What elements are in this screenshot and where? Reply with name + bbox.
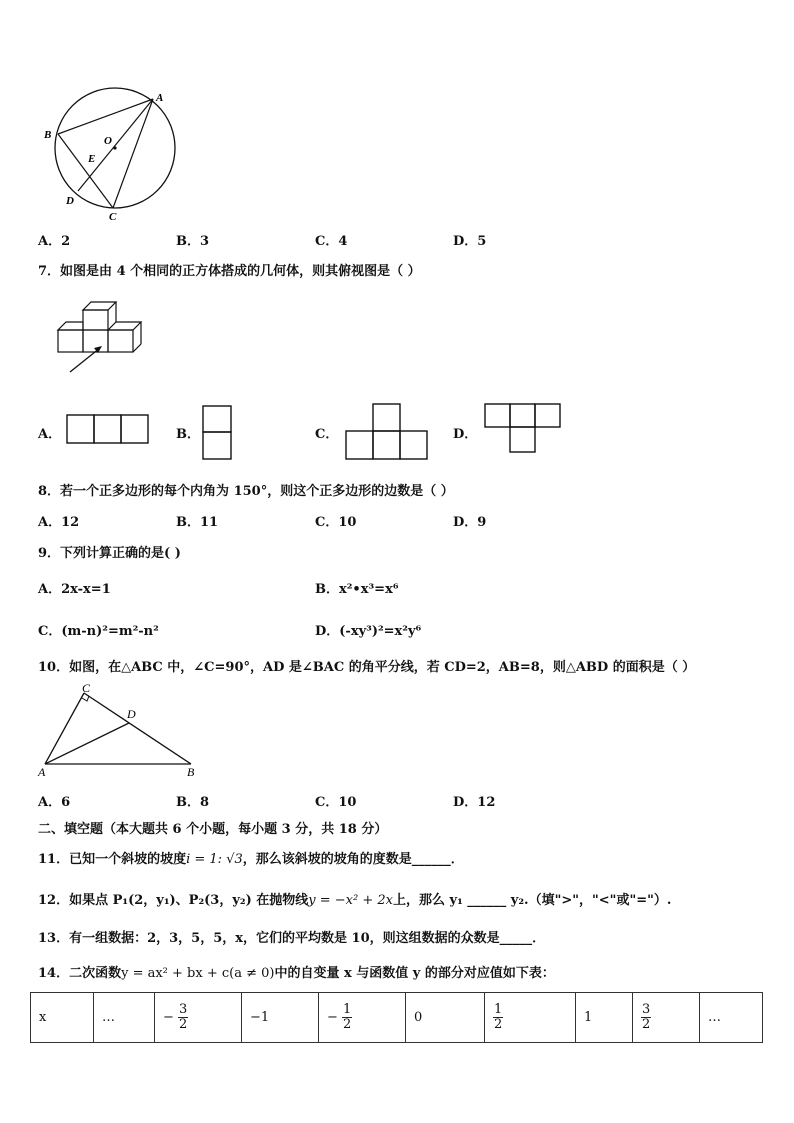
q7-option-a-figure [66,414,150,446]
q7-option-b-figure [202,405,234,461]
q6-option-d[interactable]: D．5 [453,234,487,249]
fraction [493,1003,503,1032]
q8-question-text: 8．若一个正多边形的每个内角为 150°，则这个正多边形的边数是（ ） [38,484,454,499]
q14-suffix: 中的自变量 x 与函数值 y 的部分对应值如下表： [274,966,555,981]
sign: − [163,1010,174,1025]
numerator: 3 [179,1002,188,1017]
q12-question [38,889,671,908]
q6-label-O: O [104,135,112,147]
q14-prefix: 14．二次函数 [38,966,122,981]
q12-suffix: 上，那么 y₁ ______ y₂.（填">"，"<"或"="）. [392,893,672,908]
q7-option-d-figure [484,403,564,455]
q6-label-C: C [109,211,117,223]
q10-label-B: B [187,765,195,778]
q7-option-c-figure [345,403,429,461]
table-cell-neg-one-half [319,993,406,1043]
table-cell-neg-three-halves [155,993,242,1043]
q9-option-b[interactable]: B．x²•x³=x⁶ [315,582,399,597]
q8-option-d[interactable]: D．9 [453,515,487,530]
q12-prefix: 12．如果点 P₁(2，y₁)、P₂(3，y₂) 在抛物线 [38,893,309,908]
q8-option-c[interactable]: C．10 [315,515,357,530]
q10-label-C: C [82,681,91,695]
q10-option-a[interactable]: A．6 [38,795,71,810]
table-cell-one: 1 [576,993,633,1043]
table-cell-neg-one: −1 [242,993,319,1043]
fraction [641,1003,651,1032]
q6-label-A: A [156,92,164,104]
q6-label-E: E [88,153,96,165]
q9-option-a[interactable]: A．2x-x=1 [38,582,111,597]
table-cell-x: x [31,993,94,1043]
denominator: 2 [494,1017,503,1032]
q9-question-text: 9．下列计算正确的是( ) [38,546,181,561]
q8-option-a[interactable]: A．12 [38,515,80,530]
table-cell-zero: 0 [406,993,485,1043]
q10-question-text: 10．如图，在△ABC 中，∠C=90°，AD 是∠BAC 的角平分线，若 CD=2，AB=8，则△ABD 的面积是（ ） [38,660,696,675]
section-2-title: 二、填空题（本大题共 6 个小题，每小题 3 分，共 18 分） [38,822,388,837]
table-cell-ellipsis-left: … [94,993,155,1043]
q6-circle-figure [36,84,186,224]
q6-label-D: D [66,195,74,207]
q7-option-a[interactable]: A． [38,427,62,442]
q9-option-c[interactable]: C．(m-n)²=m²-n² [38,624,159,639]
q10-option-b[interactable]: B．8 [176,795,210,810]
q6-option-b[interactable]: B．3 [176,234,210,249]
table-cell-three-halves [633,993,700,1043]
fraction [178,1003,188,1032]
q10-option-c[interactable]: C．10 [315,795,357,810]
q7-option-d[interactable]: D． [453,427,478,442]
table-cell-one-half [485,993,576,1043]
denominator: 2 [179,1017,188,1032]
table-row [31,993,763,1043]
q11-formula: i = 1: √3 [186,852,243,867]
q6-option-c[interactable]: C．4 [315,234,348,249]
q10-label-D: D [127,707,136,721]
q7-option-c[interactable]: C． [315,427,339,442]
q13-question-text: 13．有一组数据：2，3，5，5，x，它们的平均数是 10，则这组数据的众数是_____． [38,931,546,946]
q6-option-a[interactable]: A．2 [38,234,71,249]
sign: − [327,1010,338,1025]
q14-question [38,962,555,981]
denominator: 2 [343,1017,352,1032]
denominator: 2 [642,1017,651,1032]
q10-label-A: A [38,765,46,778]
q7-question-text: 7．如图是由 4 个相同的正方体搭成的几何体，则其俯视图是（ ） [38,264,421,279]
table-cell-ellipsis-right: … [700,993,763,1043]
numerator: 3 [642,1002,651,1017]
q11-question [38,848,464,867]
fraction [342,1003,352,1032]
q14-formula: y = ax² + bx + c(a ≠ 0) [121,966,275,981]
q11-prefix: 11．已知一个斜坡的坡度 [38,852,187,867]
q11-suffix: ，那么该斜坡的坡角的度数是______． [242,852,464,867]
q6-label-B: B [44,129,52,141]
numerator: 1 [343,1002,352,1017]
q9-option-d[interactable]: D．(-xy³)²=x²y⁶ [315,624,422,639]
q8-option-b[interactable]: B．11 [176,515,219,530]
q10-option-d[interactable]: D．12 [453,795,496,810]
q7-cube-figure [52,296,167,386]
q12-formula: y = −x² + 2x [308,893,393,908]
numerator: 1 [494,1002,503,1017]
q10-triangle-figure [36,680,206,778]
q14-value-table [30,992,763,1043]
q7-option-b[interactable]: B． [176,427,200,442]
